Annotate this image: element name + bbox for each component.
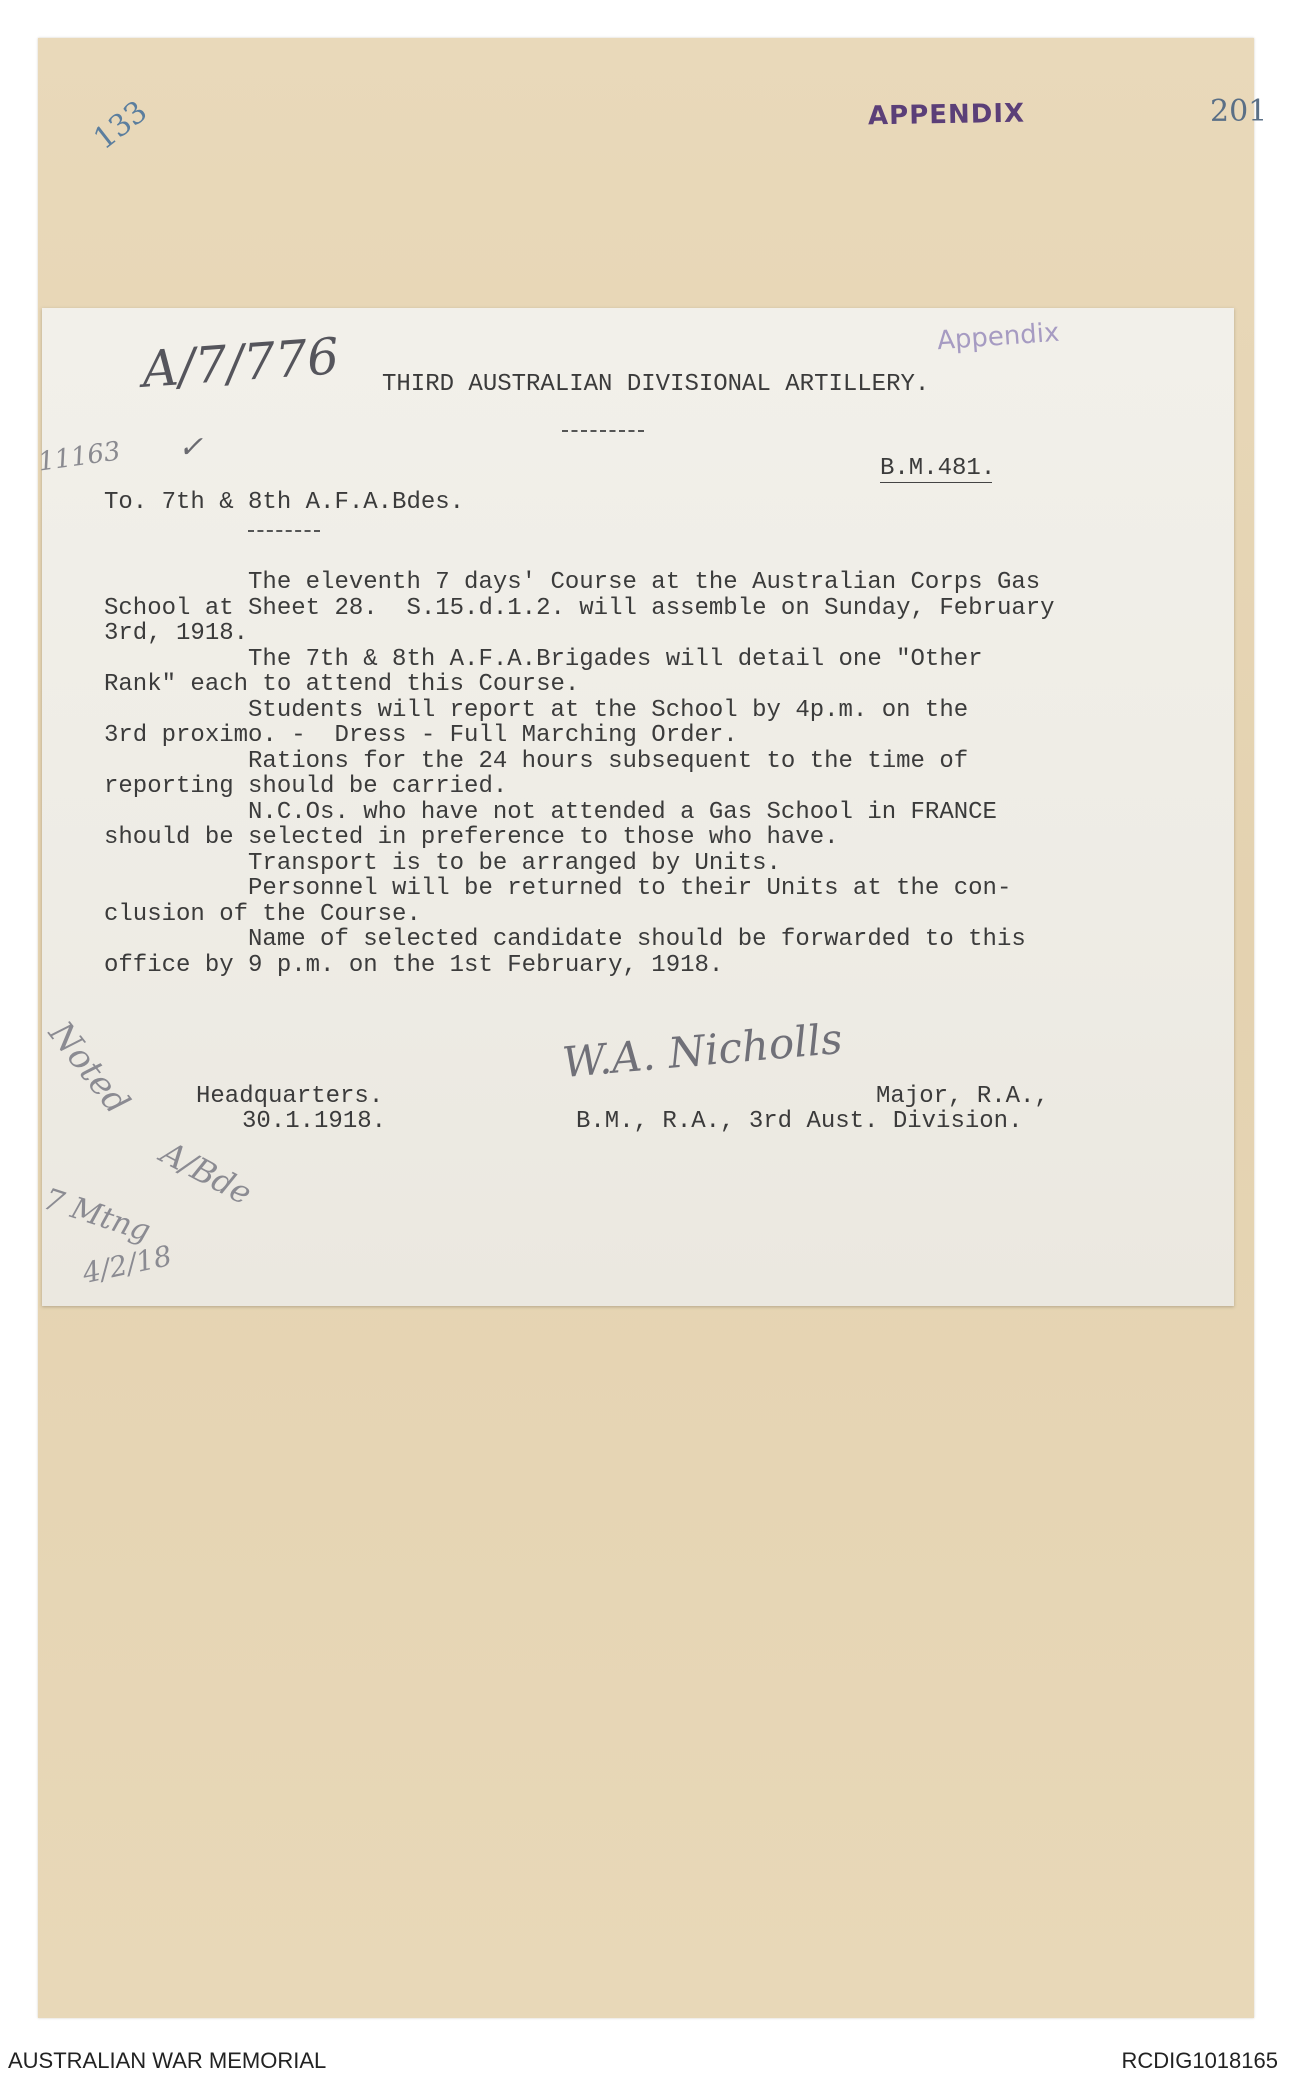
body-line: Rations for the 24 hours subsequent to the time of bbox=[104, 747, 969, 775]
body-line: Transport is to be arranged by Units. bbox=[104, 849, 781, 877]
signature: W.A. Nicholls bbox=[560, 1013, 845, 1088]
body-line: should be selected in preference to those who have. bbox=[104, 824, 839, 851]
body-line: 3rd proximo. - Dress - Full Marching Order. bbox=[104, 722, 738, 749]
body-line: Personnel will be returned to their Units at the con- bbox=[104, 875, 1012, 902]
headquarters-date: 30.1.1918. bbox=[242, 1108, 387, 1135]
check-mark: ✓ bbox=[178, 430, 204, 465]
body-line: office by 9 p.m. on the 1st February, 1918. bbox=[104, 951, 724, 979]
folio-number-right: 201 bbox=[1210, 94, 1268, 129]
body-line: The 7th & 8th A.F.A.Brigades will detail one "Other bbox=[104, 645, 983, 673]
to-line: To. 7th & 8th A.F.A.Bdes. bbox=[104, 489, 465, 516]
margin-note-handwritten: 7 Mtng bbox=[39, 1181, 155, 1250]
item-identifier: RCDIG1018165 bbox=[1121, 2048, 1278, 2073]
memo-sheet bbox=[36, 308, 1234, 1306]
reference-number: B.M.481. bbox=[880, 455, 996, 482]
body-line: The eleventh 7 days' Course at the Australian Corps Gas bbox=[104, 569, 1041, 596]
margin-note-handwritten: 4/2/18 bbox=[79, 1238, 175, 1291]
body-line: Students will report at the School by 4p.m. on the bbox=[104, 696, 969, 724]
folio-number-left: 133 bbox=[87, 94, 154, 157]
appendix-stamp: APPENDIX bbox=[867, 98, 1026, 132]
signatory-rank: Major, R.A., bbox=[876, 1083, 1049, 1110]
body-line: N.C.Os. who have not attended a Gas School in FRANCE bbox=[104, 798, 997, 826]
margin-note-handwritten: A/Bde bbox=[154, 1133, 259, 1213]
memo-heading: THIRD AUSTRALIAN DIVISIONAL ARTILLERY. bbox=[382, 371, 930, 398]
margin-note-handwritten: Noted bbox=[40, 1014, 138, 1122]
to-rule bbox=[248, 530, 320, 532]
body-line: 3rd, 1918. bbox=[104, 620, 249, 647]
appendix-stamp-small: Appendix bbox=[936, 317, 1061, 357]
headquarters-label: Headquarters. bbox=[196, 1083, 384, 1110]
body-line: School at Sheet 28. S.15.d.1.2. will assemble on Sunday, February bbox=[104, 594, 1055, 622]
file-reference-handwritten: A/7/776 bbox=[140, 327, 341, 399]
body-line: Name of selected candidate should be forwarded to this bbox=[104, 926, 1026, 953]
body-line: reporting should be carried. bbox=[104, 773, 508, 800]
heading-rule bbox=[562, 430, 644, 432]
margin-reference-handwritten: 11163 bbox=[36, 436, 123, 478]
body-line: clusion of the Course. bbox=[104, 900, 421, 928]
signatory-position: B.M., R.A., 3rd Aust. Division. bbox=[576, 1108, 1023, 1135]
institution-credit: AUSTRALIAN WAR MEMORIAL bbox=[8, 2048, 327, 2073]
reference-underline bbox=[880, 482, 992, 483]
body-line: Rank" each to attend this Course. bbox=[104, 671, 580, 698]
